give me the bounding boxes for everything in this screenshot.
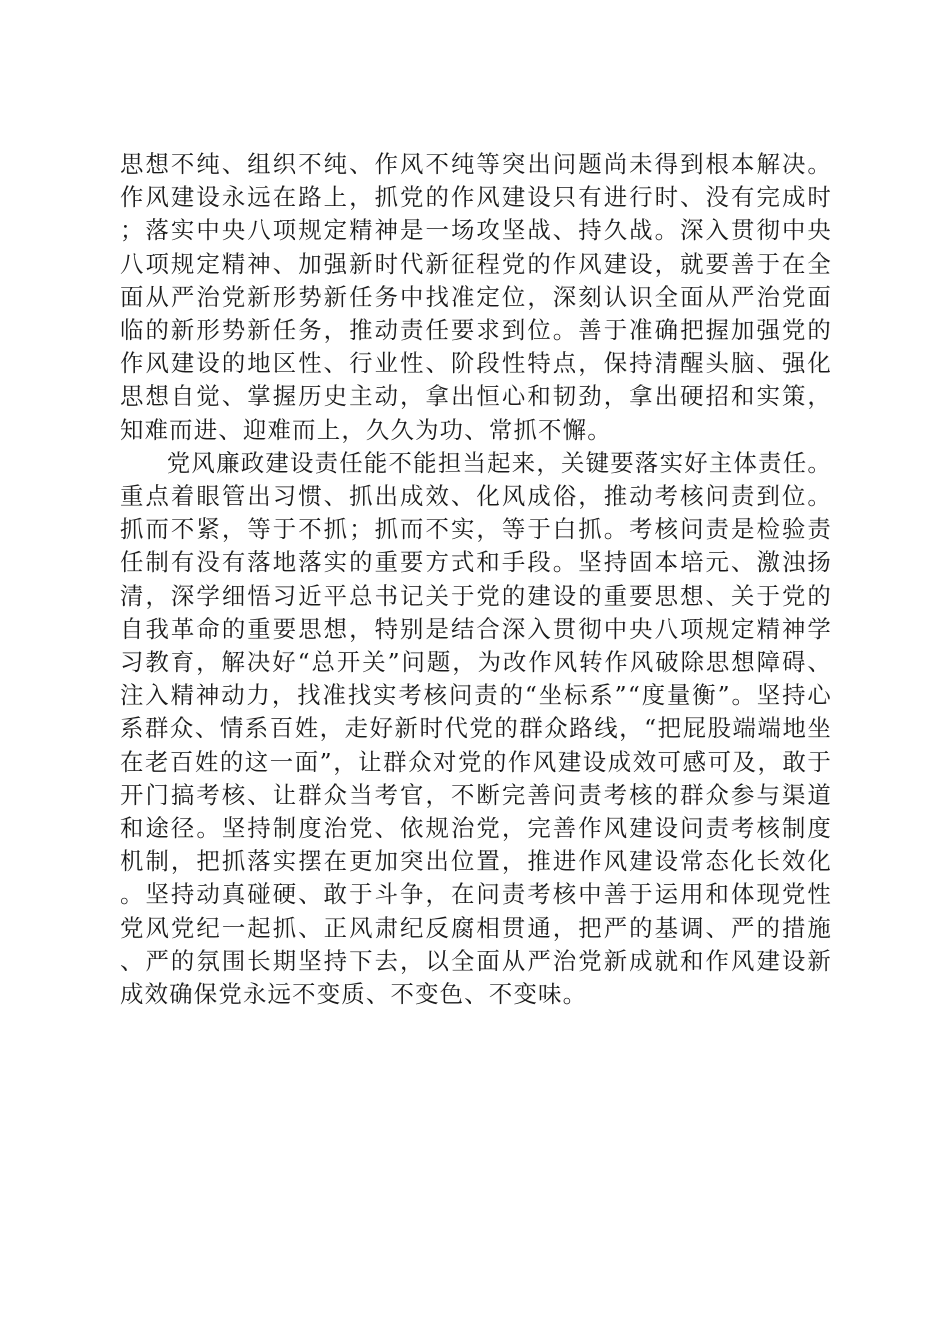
paragraph-responsibility: 党风廉政建设责任能不能担当起来，关键要落实好主体责任。重点着眼管出习惯、抓出成效、化风成俗，推动考核问责到位。抓而不紧，等于不抓；抓而不实，等于白抓。考核问责是检验责任制有没有落地落实的重要方式和手段。坚持固本培元、激浊扬清，深学细悟习近平总书记关于党的建设的重要思想、关于党的自我革命的重要思想，特别是结合深入贯彻中央八项规定精神学习教育，解决好“总开关”问题，为改作风转作风破除思想障碍、注入精神动力，找准找实考核问责的“坐标系”“度量衡”。坚持心系群众、情系百姓，走好新时代党的群众路线，“把屁股端端地坐在老百姓的这一面”，让群众对党的作风建设成效可感可及，敢于开门搞考核、让群众当考官，不断完善问责考核的群众参与渠道和途径。坚持制度治党、依规治党，完善作风建设问责考核制度机制，把抓落实摆在更加突出位置，推进作风建设常态化长效化。坚持动真碰硬、敢于斗争，在问责考核中善于运用和体现党性党风党纪一起抓、正风肃纪反腐相贯通，把严的基调、严的措施、严的氛围长期坚持下去，以全面从严治党新成就和作风建设新成效确保党永远不变质、不变色、不变味。: [120, 448, 832, 1009]
paragraph-continuation: 思想不纯、组织不纯、作风不纯等突出问题尚未得到根本解决。作风建设永远在路上，抓党的作风建设只有进行时、没有完成时；落实中央八项规定精神是一场攻坚战、持久战。深入贯彻中央八项规定精神、加强新时代新征程党的作风建设，就要善于在全面从严治党新形势新任务中找准定位，深刻认识全面从严治党面临的新形势新任务，推动责任要求到位。善于准确把握加强党的作风建设的地区性、行业性、阶段性特点，保持清醒头脑、强化思想自觉、掌握历史主动，拿出恒心和韧劲，拿出硬招和实策，知难而进、迎难而上，久久为功、常抓不懈。: [120, 150, 832, 444]
document-body: [120, 148, 832, 1011]
